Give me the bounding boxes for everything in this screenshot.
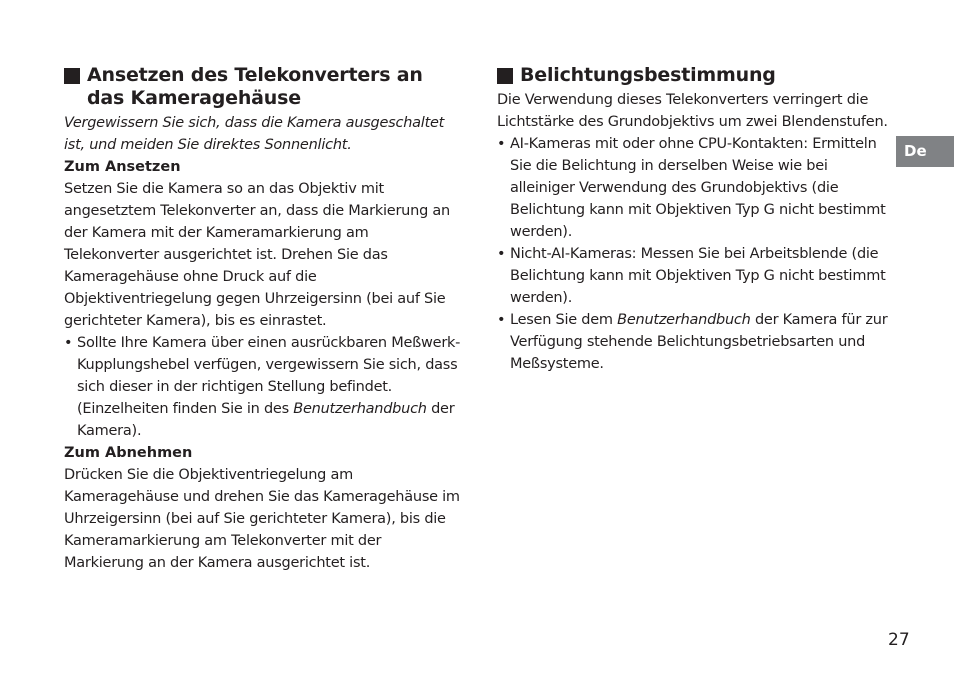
language-tab: De (896, 136, 954, 167)
manual-reference: Benutzerhandbuch (293, 401, 427, 417)
right-column (497, 64, 892, 375)
remove-instructions: Drücken Sie die Objektiventriegelung am Kameragehäuse und drehen Sie das Kameragehäuse im Uhrzeigersinn (bei auf Sie gerichteter Kamera), bis die Kameramarkierung am Telekonverter mit der Markierung an der Kamera ausgerichtet ist. (64, 467, 460, 571)
left-column (64, 64, 462, 574)
bullet-icon: • (497, 136, 506, 152)
bullet-icon: • (497, 246, 506, 262)
list-item: • AI-Kameras mit oder ohne CPU-Kontakten: Ermitteln Sie die Belichtung in derselben Weise wie bei alleiniger Verwendung des Grundobjektivs (die Belichtung kann mit Objektiven Typ G nicht bestimmt werden). (497, 133, 892, 243)
list-item: • Nicht-AI-Kameras: Messen Sie bei Arbeitsblende (die Belichtung kann mit Objektiven Typ G nicht bestimmt werden). (497, 243, 892, 309)
list-item: • Sollte Ihre Kamera über einen ausrückbaren Meßwerk-Kupplungshebel verfügen, vergewissern Sie sich, dass sich dieser in der richtigen Stellung befindet. (Einzelheiten finden Sie in des Benutzerhandbuch der Kamera). (64, 332, 462, 442)
manual-reference: Benutzerhandbuch (617, 312, 751, 328)
attach-section-heading: Ansetzen des Telekonverters an das Kameragehäuse (64, 64, 462, 110)
attach-instructions: Setzen Sie die Kamera so an das Objektiv mit angesetztem Telekonverter an, dass die Markierung an der Kamera mit der Kameramarkierung am Telekonverter ausgerichtet ist. Drehen Sie das Kameragehäuse ohne Druck auf die Objektiventriegelung gegen Uhrzeigersinn (bei auf Sie gerichteter Kamera), bis es einrastet. (64, 181, 450, 329)
attach-bullet-list (64, 332, 462, 442)
exposure-section-heading: Belichtungsbestimmung (497, 64, 892, 87)
attach-intro-note: Vergewissern Sie sich, dass die Kamera ausgeschaltet ist, und meiden Sie direktes Sonnenlicht. (64, 115, 445, 153)
bullet-icon: • (64, 335, 73, 351)
page-number: 27 (888, 630, 910, 650)
exposure-bullet-list (497, 133, 892, 375)
square-bullet-icon (497, 68, 513, 84)
list-item: • Lesen Sie dem Benutzerhandbuch der Kamera für zur Verfügung stehende Belichtungsbetriebsarten und Meßsysteme. (497, 309, 892, 375)
square-bullet-icon (64, 68, 80, 84)
bullet-icon: • (497, 312, 506, 328)
attach-subheading: Zum Ansetzen (64, 159, 181, 175)
exposure-intro: Die Verwendung dieses Telekonverters verringert die Lichtstärke des Grundobjektivs um zwei Blendenstufen. (497, 92, 888, 130)
remove-subheading: Zum Abnehmen (64, 445, 193, 461)
